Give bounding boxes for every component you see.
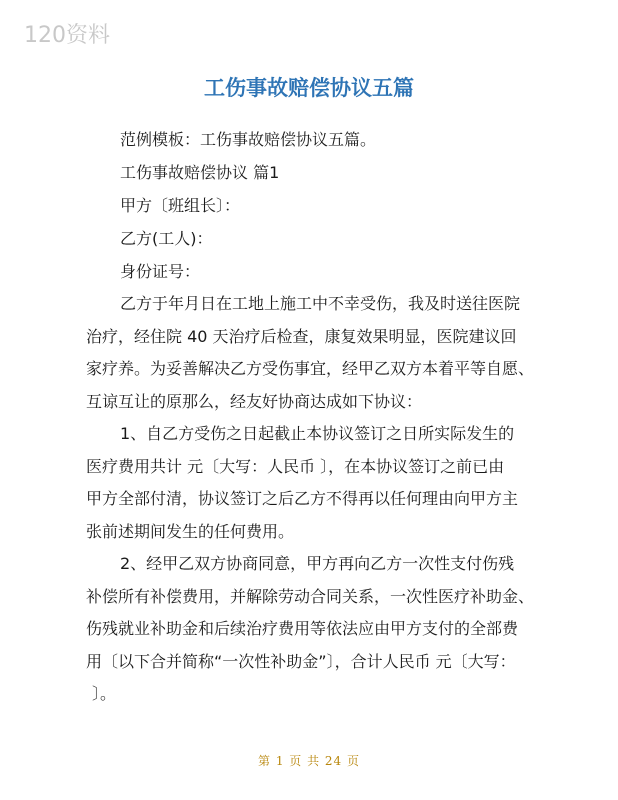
paragraph-incident — [86, 288, 534, 418]
paragraph-clause-2 — [86, 548, 534, 711]
paragraph-line: 〕。 — [92, 684, 117, 703]
paragraph-line: 1、自乙方受伤之日起截止本协议签订之日所实际发生的 — [120, 424, 515, 443]
paragraph-line: 张前述期间发生的任何费用。 — [86, 521, 295, 541]
id-number-label: 身份证号： — [120, 262, 201, 281]
paragraph-clause-1 — [86, 418, 534, 548]
paragraph-line: 家疗养。为妥善解决乙方受伤事宜，经甲乙双方本着平等自愿、 — [86, 359, 535, 378]
paragraph-line: 2、经甲乙双方协商同意，甲方再向乙方一次性支付伤残 — [120, 554, 515, 573]
document-body — [86, 123, 534, 711]
party-a-label: 甲方〔班组长〕： — [120, 196, 241, 215]
paragraph-line: 医疗费用共计 元〔大写：人民币 〕，在本协议签订之前已由 — [86, 456, 505, 476]
paragraph-line: 乙方于年月日在工地上施工中不幸受伤，我及时送往医院 — [120, 294, 521, 313]
document-title: 工伤事故赔偿协议五篇 — [204, 76, 414, 100]
page-number: 第 1 页 共 24 页 — [258, 754, 360, 768]
paragraph-line: 伤残就业补助金和后续治疗费用等依法应由甲方支付的全部费 — [86, 619, 519, 638]
party-b-label: 乙方(工人)： — [120, 229, 213, 248]
watermark-text: 120资料 — [24, 23, 110, 48]
subheading-line: 工伤事故赔偿协议 篇1 — [120, 163, 280, 182]
paragraph-line: 甲方全部付清，协议签订之后乙方不得再以任何理由向甲方主 — [86, 489, 519, 508]
paragraph-line: 治疗，经住院 40 天治疗后检查，康复效果明显，医院建议回 — [86, 326, 517, 346]
paragraph-line: 用〔以下合并简称“一次性补助金”〕，合计人民币 元〔大写： — [86, 651, 516, 671]
paragraph-line: 补偿所有补偿费用，并解除劳动合同关系，一次性医疗补助金、 — [86, 586, 535, 606]
intro-line: 范例模板：工伤事故赔偿协议五篇。 — [120, 130, 377, 149]
paragraph-line: 互谅互让的原那么，经友好协商达成如下协议： — [86, 391, 423, 411]
